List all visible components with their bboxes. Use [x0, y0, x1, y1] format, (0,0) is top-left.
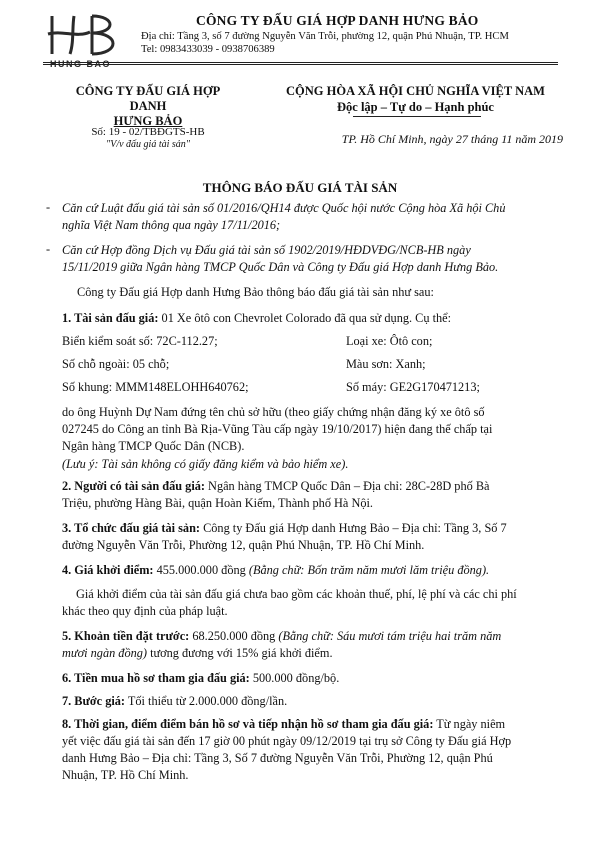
item-4-label: 4. Giá khởi điểm:	[62, 563, 154, 577]
basis-1-line-2: nghĩa Việt Nam thông qua ngày 17/11/2016;	[62, 218, 281, 232]
item-5-words-1: (Bằng chữ: Sáu mươi tám triệu hai trăm năm	[278, 629, 502, 643]
vehicle-engine: Số máy: GE2G170471213;	[346, 380, 480, 394]
vehicle-owner	[62, 404, 558, 455]
item-5	[62, 628, 558, 662]
item-4-note	[62, 586, 558, 620]
item-4	[62, 562, 558, 579]
document-number: Số: 19 - 02/TBĐGTS-HB	[91, 126, 205, 138]
item-2-label: 2. Người có tài sản đấu giá:	[62, 479, 205, 493]
vehicle-plate: Biển kiểm soát số: 72C-112.27;	[62, 334, 218, 348]
item-4-value: 455.000.000 đồng	[153, 563, 249, 577]
item-5-value: 68.250.000 đồng	[189, 629, 279, 643]
motto-underline	[353, 116, 481, 117]
item-3-line-1: Công ty Đấu giá Hợp danh Hưng Bảo – Địa chỉ: Tầng 3, Số 7	[200, 521, 507, 535]
basis-1-line-1: Căn cứ Luật đấu giá tài sản số 01/2016/QH14 được Quốc hội nước Cộng hòa Xã hội Chủ	[62, 201, 506, 215]
item-6-label: 6. Tiền mua hồ sơ tham gia đấu giá:	[62, 671, 250, 685]
item-2-line-2: Triệu, phường Hàng Bài, quận Hoàn Kiếm, Thành phố Hà Nội.	[62, 496, 373, 510]
basis-2-line-2: 15/11/2019 giữa Ngân hàng TMCP Quốc Dân và Công ty Đấu giá Hợp danh Hưng Bảo.	[62, 260, 499, 274]
item-8-line-4: Nhuận, TP. Hồ Chí Minh.	[62, 768, 189, 782]
document-subject: "V/v đấu giá tài sản"	[106, 139, 190, 150]
item-8-line-2: yết việc đấu giá tài sản đến 17 giờ 00 phút ngày 09/12/2019 tại trụ sở Công ty Đấu giá Hợp	[62, 734, 512, 748]
item-4-note-line-1: Giá khởi điểm của tài sản đấu giá chưa bao gồm các khoản thuế, phí, lệ phí và các chi phí	[76, 587, 517, 601]
item-6-value: 500.000 đồng/bộ.	[249, 671, 340, 685]
item-2	[62, 478, 558, 512]
basis-dash-1: -	[46, 200, 51, 214]
basis-1	[62, 200, 556, 234]
document-title: THÔNG BÁO ĐẤU GIÁ TÀI SẢN	[202, 180, 398, 195]
item-8-line-1-tail: Từ ngày niêm	[433, 717, 506, 731]
document-date: TP. Hồ Chí Minh, ngày 27 tháng 11 năm 2019	[341, 132, 563, 146]
vehicle-type: Loại xe: Ôtô con;	[346, 334, 433, 348]
item-6	[62, 670, 558, 687]
owner-line-2: 027245 do Công an tỉnh Bà Rịa-Vũng Tàu cấp ngày 19/10/2017) hiện đang thế chấp tại	[62, 422, 493, 436]
item-5-label: 5. Khoản tiền đặt trước:	[62, 629, 190, 643]
company-name: CÔNG TY ĐẤU GIÁ HỢP DANH HƯNG BẢO	[196, 13, 479, 28]
item-4-note-line-2: khác theo quy định của pháp luật.	[62, 604, 228, 618]
national-motto: Độc lập – Tự do – Hạnh phúc	[337, 100, 494, 114]
item-3-line-2: đường Nguyễn Văn Trỗi, Phường 12, quận Phú Nhuận, TP. Hồ Chí Minh.	[62, 538, 425, 552]
item-5-tail: tương đương với 15% giá khởi điểm.	[147, 646, 333, 660]
hb-logo-icon	[44, 12, 124, 58]
item-3-label: 3. Tổ chức đấu giá tài sản:	[62, 521, 200, 535]
vehicle-chassis: Số khung: MMM148ELOHH640762;	[62, 380, 249, 394]
item-7-value: Tối thiểu từ 2.000.000 đồng/lần.	[125, 694, 288, 708]
company-address: Địa chỉ: Tầng 3, số 7 đường Nguyễn Văn Trỗi, phường 12, quận Phú Nhuận, TP. HCM	[141, 31, 509, 42]
vehicle-seats: Số chỗ ngoài: 05 chỗ;	[62, 357, 170, 371]
item-2-line-1: Ngân hàng TMCP Quốc Dân – Địa chỉ: 28C-28D phố Bà	[204, 479, 490, 493]
item-3	[62, 520, 558, 554]
intro-text: Công ty Đấu giá Hợp danh Hưng Bảo thông báo đấu giá tài sản như sau:	[77, 285, 434, 299]
item-8-line-3: danh Hưng Bảo – Địa chỉ: Tầng 3, Số 7 đường Nguyễn Văn Trỗi, Phường 12, quận Phú	[62, 751, 493, 765]
item-7-label: 7. Bước giá:	[62, 694, 126, 708]
issuer-line-2: HƯNG BẢO	[113, 114, 183, 128]
owner-line-3: Ngân hàng TMCP Quốc Dân (NCB).	[62, 439, 245, 453]
basis-2-line-1: Căn cứ Hợp đồng Dịch vụ Đấu giá tài sản số 1902/2019/HĐDVĐG/NCB-HB ngày	[62, 243, 471, 257]
item-8	[62, 716, 558, 784]
issuer-line-1: CÔNG TY ĐẤU GIÁ HỢP DANH	[75, 84, 221, 113]
basis-2	[62, 242, 556, 276]
item-1-heading	[62, 310, 558, 327]
item-4-words: (Bằng chữ: Bốn trăm năm mươi lăm triệu đồng).	[248, 563, 490, 577]
header-rule	[43, 62, 558, 63]
vehicle-color: Màu sơn: Xanh;	[346, 357, 426, 371]
national-title: CỘNG HÒA XÃ HỘI CHỦ NGHĨA VIỆT NAM	[286, 84, 545, 98]
item-5-words-2: mươi ngàn đồng)	[62, 646, 147, 660]
company-phone: Tel: 0983433039 - 0938706389	[141, 44, 275, 55]
basis-dash-2: -	[46, 242, 51, 256]
item-8-label: 8. Thời gian, điểm điểm bán hồ sơ và tiếp nhận hồ sơ tham gia đấu giá:	[62, 717, 434, 731]
vehicle-note: (Lưu ý: Tài sản không có giấy đăng kiểm và bảo hiểm xe).	[62, 457, 349, 471]
header-rule-double	[43, 64, 558, 65]
issuer-name	[58, 84, 238, 129]
owner-line-1: do ông Huỳnh Dự Nam đứng tên chủ sở hữu (theo giấy chứng nhận đăng ký xe ôtô số	[62, 405, 485, 419]
item-1-text: 01 Xe ôtô con Chevrolet Colorado đã qua sử dụng. Cụ thể:	[158, 311, 452, 325]
item-1-label: 1. Tài sản đấu giá:	[62, 311, 159, 325]
item-7	[62, 693, 558, 710]
